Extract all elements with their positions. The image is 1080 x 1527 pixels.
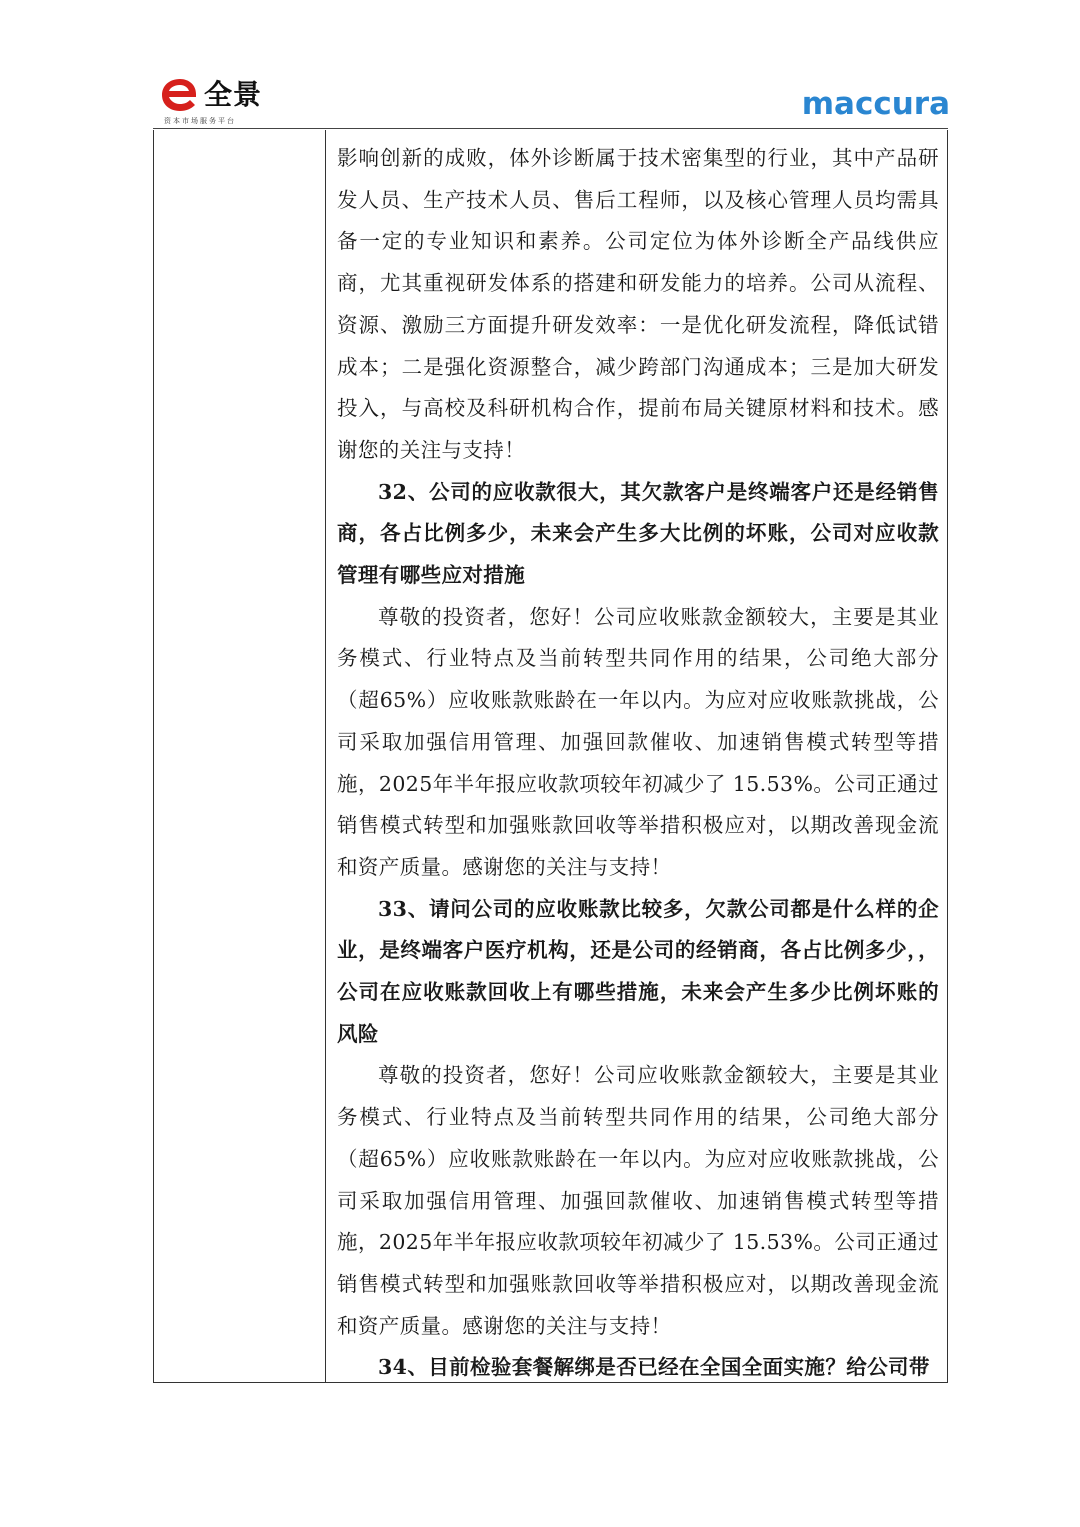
logo-left-text: 全景	[204, 78, 263, 111]
question-32: 32、公司的应收款很大，其欠款客户是终端客户还是经销售商，各占比例多少，未来会产生多大比例的坏账，公司对应收款管理有哪些应对措施	[337, 479, 939, 588]
maccura-logo: maccura	[801, 86, 950, 122]
table-right-column	[337, 138, 939, 1389]
question-33: 33、请问公司的应收账款比较多，欠款公司都是什么样的企业，是终端客户医疗机构，还是公司的经销商，各占比例多少，，公司在应收账款回收上有哪些措施，未来会产生多少比例坏账的风险	[337, 896, 939, 1046]
answer-33: 尊敬的投资者，您好！公司应收账款金额较大，主要是其业务模式、行业特点及当前转型共同作用的结果，公司绝大部分（超65%）应收账款账龄在一年以内。为应对应收账款挑战，公司采取加强信用管理、加强回款催收、加速销售模式转型等措施，2025年半年报应收款项较年初减少了 15.53%。公司正通过销售模式转型和加强账款回收等举措积极应对，以期改善现金流和资产质量。感谢您的关注与支持！	[337, 1063, 939, 1338]
table-left-column	[154, 130, 326, 1382]
question-34: 34、目前检验套餐解绑是否已经在全国全面实施？给公司带	[378, 1355, 930, 1380]
answer-paragraph-continued: 影响创新的成败，体外诊断属于技术密集型的行业，其中产品研发人员、生产技术人员、售后工程师，以及核心管理人员均需具备一定的专业知识和素养。公司定位为体外诊断全产品线供应商，尤其重视研发体系的搭建和研发能力的培养。公司从流程、资源、激励三方面提升研发效率：一是优化研发流程，降低试错成本；二是强化资源整合，减少跨部门沟通成本；三是加大研发投入，与高校及科研机构合作，提前布局关键原材料和技术。感谢您的关注与支持！	[337, 146, 939, 462]
quanjing-e-icon	[160, 76, 200, 114]
quanjing-logo	[160, 76, 270, 128]
qa-table	[153, 130, 948, 1383]
page-header	[0, 0, 1080, 130]
header-divider	[153, 128, 948, 129]
answer-32: 尊敬的投资者，您好！公司应收账款金额较大，主要是其业务模式、行业特点及当前转型共同作用的结果，公司绝大部分（超65%）应收账款账龄在一年以内。为应对应收账款挑战，公司采取加强信用管理、加强回款催收、加速销售模式转型等措施，2025年半年报应收款项较年初减少了 15.53%。公司正通过销售模式转型和加强账款回收等举措积极应对，以期改善现金流和资产质量。感谢您的关注与支持！	[337, 604, 939, 879]
logo-left-subtitle: 资本市场服务平台	[164, 117, 236, 125]
